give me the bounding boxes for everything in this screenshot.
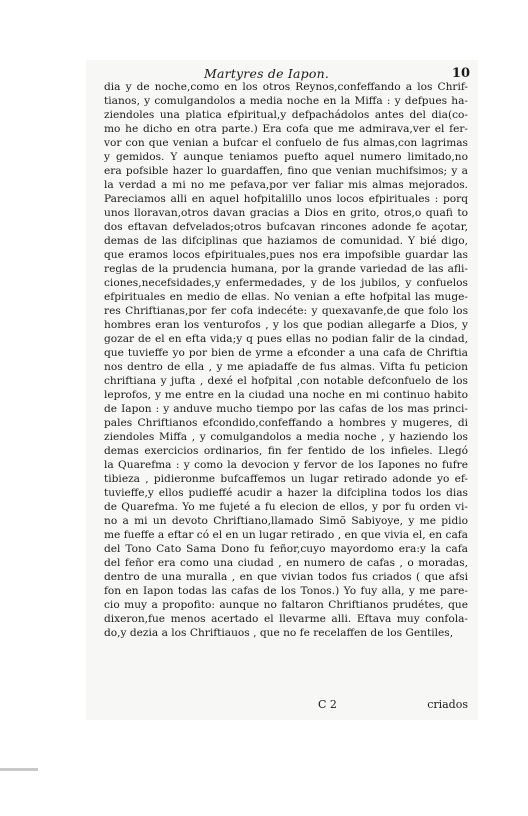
text-line: la Quarefma : y como la devocion y fervor de los Iapones no fufre (104, 459, 468, 471)
text-line: dentro de una muralla , en que vivian todos fus criados ( que afsi (104, 571, 468, 583)
text-line: ciones,necefsidades,y enfermedades, y de los jubilos, y confuelos (104, 277, 468, 289)
text-line: la verdad a mi no me pefava,por ver faliar mis almas mejorados. (104, 179, 468, 191)
text-line: tuvieffe,y ellos pudieffé acudir a hazer la difciplina todos los dias (104, 487, 468, 499)
scan-edge-mark (0, 768, 38, 771)
running-head: Martyres de Iapon. (204, 66, 329, 81)
text-line: mo he dicho en otra parte.) Era cofa que me admirava,ver el fer- (104, 123, 468, 135)
text-line: cio muy a propofito: aunque no faltaron Chriftianos prudétes, que (104, 599, 468, 611)
text-line: que eramos locos efpirituales,pues nos era impofsible guardar las (104, 249, 468, 261)
text-line: hombres eran los venturofos , y los que podian allegarfe a Dios, y (104, 319, 468, 331)
page-footer (104, 698, 468, 714)
text-line: do,y dezia a los Chriftiauos , que no fe recelaffen de los Gentiles, (104, 627, 454, 639)
text-line: y gemidos. Y aunque teniamos puefto aquel numero limitado,no (104, 151, 468, 163)
text-line: reglas de la prudencia humana, por la grande variedad de las afli- (104, 263, 468, 275)
body-text (104, 80, 468, 640)
text-line: de Iapon : y anduve mucho tiempo por las cafas de los mas princi- (104, 403, 468, 415)
text-line: pales Chriftianos efcondido,confeffando a hombres y mugeres, di (104, 417, 468, 429)
text-line: demas exercicios ordinarios, fin fer fentido de los infieles. Llegó (104, 445, 468, 457)
text-line: Pareciamos alli en aquel hofpitalillo unos locos efpirituales : porq (104, 193, 468, 205)
text-line: era pofsible hazer lo guardaffen, fino que venian muchifsimos; y a (104, 165, 468, 177)
text-line: dos eftavan defvelados;otros bufcavan rincones adonde fe açotar, (104, 221, 468, 233)
page-number: 10 (451, 66, 470, 81)
text-line: unos lloravan,otros davan gracias a Dios en grito, otros,o quafi to (104, 207, 468, 219)
text-line: leprofos, y me entre en la ciudad una noche en mi continuo habito (104, 389, 468, 401)
text-line: tianos, y comulgandolos a media noche en la Miffa : y defpues ha- (104, 95, 468, 107)
text-line: del Tono Cato Sama Dono fu feñor,cuyo mayordomo era:y la cafa (104, 543, 468, 555)
text-line: ziendoles una platica efpiritual,y defpachádolos antes del dia(co- (104, 109, 468, 121)
text-line: no a mi un devoto Chriftiano,llamado Simõ Sabiyoye, y me pidio (104, 515, 468, 527)
text-line: dixeron,fue menos acertado el llevarme alli. Eftava muy confola- (104, 613, 468, 625)
text-line: demas de las difciplinas que haziamos de comunidad. Y bié digo, (104, 235, 468, 247)
text-line: nos dentro de ella , y me apiadaffe de fus almas. Vifta fu peticion (104, 361, 468, 373)
text-line: que tuvieffe yo por bien de yrme a efconder a una cafa de Chriftia (104, 347, 468, 359)
text-line: me fueffe a eftar có el en un lugar retirado , en que vivia el, en cafa (104, 529, 468, 541)
text-line: tibieza , pidieronme bufcaffemos un lugar retirado adonde yo ef- (104, 473, 468, 485)
text-line: res Chriftianas,por fer cofa indecéte: y quexavanfe,de que folo los (104, 305, 468, 317)
text-line: fon en Iapon todas las cafas de los Tonos.) Yo fuy alla, y me pare- (104, 585, 468, 597)
text-line: vor con que venian a bufcar el confuelo de fus almas,con lagrimas (104, 137, 468, 149)
catchword: criados (427, 698, 468, 711)
text-line: de Quarefma. Yo me fujeté a fu elecion de ellos, y por fu orden vi- (104, 501, 468, 513)
signature-mark: C 2 (318, 698, 337, 711)
text-line: gozar de el en efta vida;y q pues ellas no podian falir de la cindad, (104, 333, 468, 345)
text-line: ziendoles Miffa , y comulgandolos a media noche , y haziendo los (104, 431, 468, 443)
text-line: chriftiana y jufta , dexé el hofpital ,con notable defconfuelo de los (104, 375, 468, 387)
text-line: del feñor era como una ciudad , en numero de cafas , o moradas, (104, 557, 468, 569)
text-line: efpirituales en medio de ellas. No venian a efte hofpital las muge- (104, 291, 468, 303)
text-line: dia y de noche,como en los otros Reynos,confeffando a los Chrif- (104, 81, 468, 93)
